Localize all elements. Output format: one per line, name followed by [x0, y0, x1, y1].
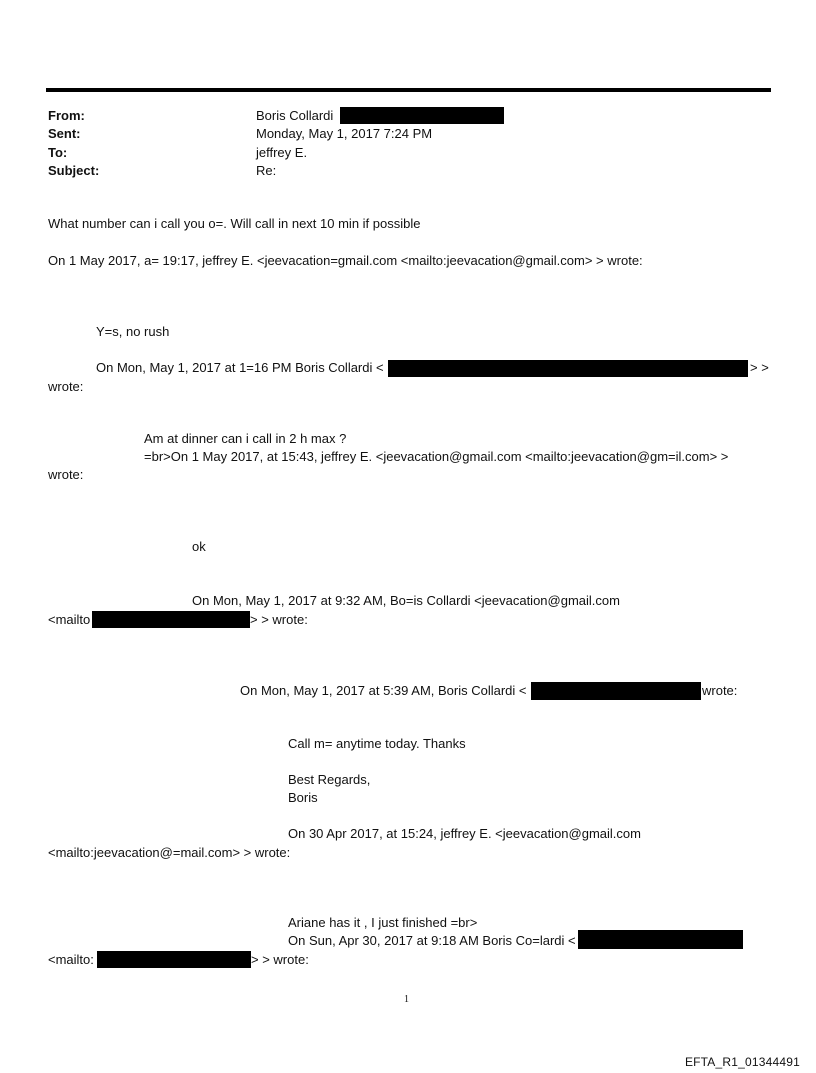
quote-header-tail: > > wrote: — [250, 612, 308, 627]
sent-label: Sent: — [48, 126, 81, 141]
document-id: EFTA_R1_01344491 — [684, 1055, 800, 1069]
redaction-box — [97, 951, 251, 968]
signature-name: Boris — [288, 790, 318, 805]
body-line: Call m= anytime today. Thanks — [288, 736, 466, 751]
quote-header-tail: > > wrote: — [251, 952, 309, 967]
from-value: Boris Collardi — [256, 108, 334, 123]
redaction-box — [340, 107, 504, 124]
quote-header: On Sun, Apr 30, 2017 at 9:18 AM Boris Co=lardi < — [288, 933, 576, 948]
quote-header-wrap: wrote: — [48, 379, 84, 394]
sent-value: Monday, May 1, 2017 7:24 PM — [256, 126, 433, 141]
quote-header-wrap: <mailto: — [48, 952, 94, 967]
from-label: From: — [48, 108, 85, 123]
quote-header: =br>On 1 May 2017, at 15:43, jeffrey E. <jeevacation@gmail.com <mailto:jeevacation@gm=il.com> > — [144, 449, 729, 464]
quote-header-wrap: <mailto — [48, 612, 91, 627]
body-line: Am at dinner can i call in 2 h max ? — [144, 431, 347, 446]
quote-header: On 1 May 2017, a= 19:17, jeffrey E. <jeevacation=gmail.com <mailto:jeevacation@gmail.com> > wrote: — [48, 253, 643, 268]
body-line: What number can i call you o=. Will call in next 10 min if possible — [48, 216, 421, 231]
quote-header: On Mon, May 1, 2017 at 9:32 AM, Bo=is Collardi <jeevacation@gmail.com — [192, 593, 620, 608]
quote-header: On 30 Apr 2017, at 15:24, jeffrey E. <jeevacation@gmail.com — [288, 826, 641, 841]
redaction-box — [578, 930, 743, 949]
body-line: Ariane has it , I just finished =br> — [288, 915, 478, 930]
signature-line: Best Regards, — [288, 772, 371, 787]
subject-value: Re: — [256, 163, 277, 178]
quote-header: On Mon, May 1, 2017 at 1=16 PM Boris Collardi < — [96, 360, 384, 375]
quote-header-tail: > > — [750, 360, 769, 375]
quote-header-wrap: <mailto:jeevacation@=mail.com> > wrote: — [48, 845, 291, 860]
redaction-box — [388, 360, 748, 377]
header-rule — [46, 88, 771, 92]
quote-header-tail: wrote: — [702, 683, 738, 698]
body-line: ok — [192, 539, 206, 554]
quote-header-wrap: wrote: — [48, 467, 84, 482]
to-label: To: — [48, 145, 68, 160]
page-number: 1 — [404, 994, 409, 1005]
quote-header: On Mon, May 1, 2017 at 5:39 AM, Boris Collardi < — [240, 683, 527, 698]
to-value: jeffrey E. — [256, 145, 308, 160]
body-line: Y=s, no rush — [96, 324, 170, 339]
redaction-box — [531, 682, 701, 700]
redaction-box — [92, 611, 250, 628]
subject-label: Subject: — [48, 163, 100, 178]
